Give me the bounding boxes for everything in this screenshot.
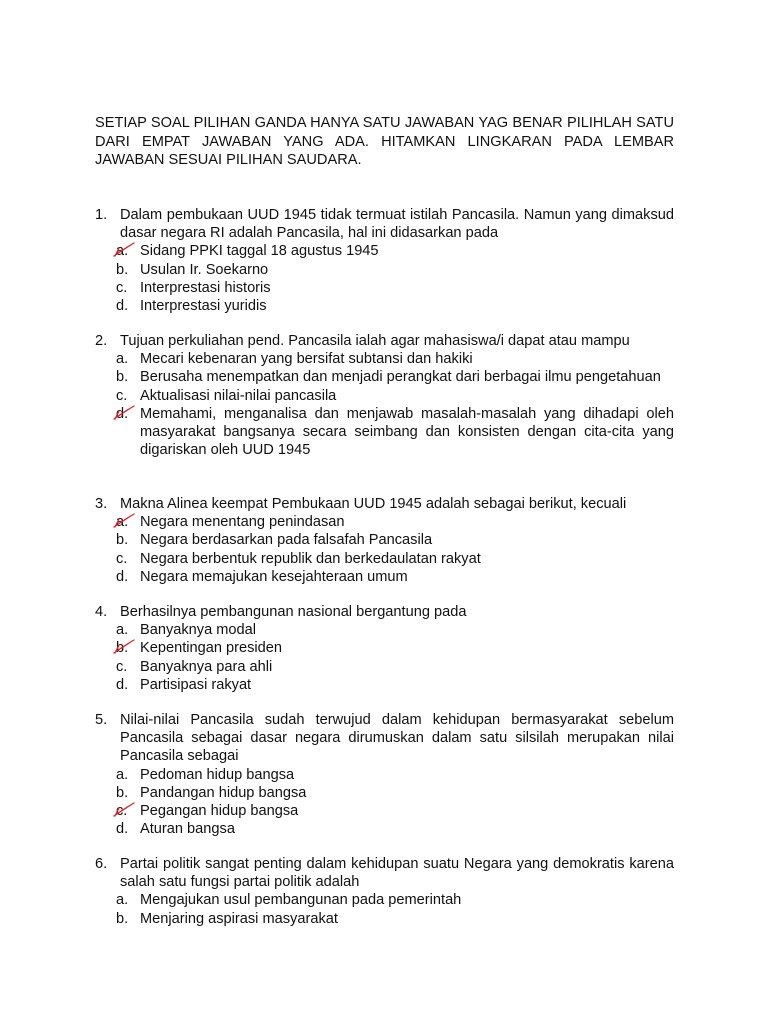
option-d bbox=[95, 405, 674, 460]
option-c bbox=[95, 802, 674, 820]
question-1 bbox=[95, 206, 674, 315]
question-text: Tujuan perkuliahan pend. Pancasila ialah agar mahasiswa/i dapat atau mampu bbox=[120, 333, 630, 349]
option-text: Mengajukan usul pembangunan pada pemerintah bbox=[140, 892, 462, 909]
option-letter: c. bbox=[116, 658, 128, 675]
answer-check-mark-icon bbox=[112, 638, 136, 658]
option-a bbox=[95, 891, 674, 909]
option-text: Negara memajukan kesejahteraan umum bbox=[140, 568, 408, 585]
option-d bbox=[95, 820, 674, 838]
question-number: 3. bbox=[95, 496, 108, 512]
question-number: 5. bbox=[95, 712, 108, 728]
option-letter: b. bbox=[116, 910, 129, 927]
options-list bbox=[95, 350, 674, 459]
question-4 bbox=[95, 603, 674, 694]
option-d bbox=[95, 568, 674, 586]
option-letter: d. bbox=[116, 676, 129, 693]
option-text: Negara berbentuk republik dan berkedaulatan rakyat bbox=[140, 550, 481, 567]
option-letter: a. bbox=[116, 514, 129, 531]
options-list bbox=[95, 891, 674, 927]
option-letter: c. bbox=[116, 803, 128, 820]
option-c bbox=[95, 387, 674, 405]
option-d bbox=[95, 297, 674, 315]
option-a bbox=[95, 766, 674, 784]
option-text: Pandangan hidup bangsa bbox=[140, 784, 307, 801]
option-a bbox=[95, 242, 674, 260]
option-text: Aktualisasi nilai-nilai pancasila bbox=[140, 387, 337, 404]
option-letter: c. bbox=[116, 550, 128, 567]
question-number: 1. bbox=[95, 207, 108, 223]
option-letter: b. bbox=[116, 784, 129, 801]
answer-check-mark-icon bbox=[112, 241, 136, 261]
option-letter: d. bbox=[116, 298, 129, 315]
option-b bbox=[95, 910, 674, 928]
answer-check-mark-icon bbox=[112, 512, 136, 532]
options-list bbox=[95, 766, 674, 839]
options-list bbox=[95, 513, 674, 586]
answer-check-mark-icon bbox=[112, 404, 136, 424]
question-5 bbox=[95, 711, 674, 838]
option-b bbox=[95, 531, 674, 549]
options-list bbox=[95, 242, 674, 315]
option-text: Usulan Ir. Soekarno bbox=[140, 261, 269, 278]
option-text: Mecari kebenaran yang bersifat subtansi dan hakiki bbox=[140, 351, 473, 368]
question-text: Berhasilnya pembangunan nasional bergantung pada bbox=[120, 604, 467, 620]
option-a bbox=[95, 350, 674, 368]
option-b bbox=[95, 784, 674, 802]
options-list bbox=[95, 621, 674, 694]
option-c bbox=[95, 550, 674, 568]
option-text: Pegangan hidup bangsa bbox=[140, 803, 299, 820]
option-text: Interprestasi historis bbox=[140, 279, 271, 296]
option-b bbox=[95, 368, 674, 386]
option-letter: a. bbox=[116, 892, 129, 909]
instructions-heading: SETIAP SOAL PILIHAN GANDA HANYA SATU JAWABAN YAG BENAR PILIHLAH SATU DARI EMPAT JAWABAN YANG ADA. HITAMKAN LINGKARAN PADA LEMBAR JAWABAN SESUAI PILIHAN SAUDARA. bbox=[95, 115, 674, 168]
option-c bbox=[95, 658, 674, 676]
option-a bbox=[95, 513, 674, 531]
option-letter: b. bbox=[116, 532, 129, 549]
option-text: Menjaring aspirasi masyarakat bbox=[140, 910, 338, 927]
option-text: Negara berdasarkan pada falsafah Pancasila bbox=[140, 532, 433, 549]
question-text: Partai politik sangat penting dalam kehidupan suatu Negara yang demokratis karena salah satu fungsi partai politik adalah bbox=[120, 856, 674, 891]
option-text: Kepentingan presiden bbox=[140, 640, 282, 657]
option-letter: a. bbox=[116, 766, 129, 783]
option-b bbox=[95, 639, 674, 657]
question-text: Makna Alinea keempat Pembukaan UUD 1945 adalah sebagai berikut, kecuali bbox=[120, 496, 627, 512]
question-number: 6. bbox=[95, 856, 108, 872]
question-text: Nilai-nilai Pancasila sudah terwujud dalam kehidupan bermasyarakat sebelum Pancasila sebagai dasar negara dirumuskan dalam satu silsilah merupakan nilai Pancasila sebagai bbox=[120, 712, 674, 765]
option-text: Memahami, menganalisa dan menjawab masalah-masalah yang dihadapi oleh masyarakat bangsanya secara seimbang dan konsisten dengan cita-cita yang digariskan oleh UUD 1945 bbox=[140, 405, 674, 459]
option-text: Berusaha menempatkan dan menjadi perangkat dari berbagai ilmu pengetahuan bbox=[140, 369, 661, 386]
option-text: Negara menentang penindasan bbox=[140, 514, 345, 531]
option-letter: b. bbox=[116, 369, 129, 386]
question-6 bbox=[95, 855, 674, 928]
option-text: Pedoman hidup bangsa bbox=[140, 766, 295, 783]
question-number: 2. bbox=[95, 333, 108, 349]
option-letter: a. bbox=[116, 243, 129, 260]
option-text: Banyaknya para ahli bbox=[140, 658, 273, 675]
option-letter: a. bbox=[116, 351, 129, 368]
option-letter: d. bbox=[116, 405, 129, 422]
option-letter: b. bbox=[116, 640, 129, 657]
option-letter: b. bbox=[116, 261, 129, 278]
option-c bbox=[95, 279, 674, 297]
option-letter: a. bbox=[116, 622, 129, 639]
answer-check-mark-icon bbox=[112, 801, 136, 821]
question-number: 4. bbox=[95, 604, 108, 620]
option-letter: d. bbox=[116, 821, 129, 838]
option-text: Sidang PPKI taggal 18 agustus 1945 bbox=[140, 243, 379, 260]
option-letter: c. bbox=[116, 387, 128, 404]
question-2 bbox=[95, 332, 674, 459]
option-text: Banyaknya modal bbox=[140, 622, 257, 639]
option-letter: c. bbox=[116, 279, 128, 296]
option-text: Aturan bangsa bbox=[140, 821, 235, 838]
option-a bbox=[95, 621, 674, 639]
option-b bbox=[95, 261, 674, 279]
option-text: Interprestasi yuridis bbox=[140, 298, 267, 315]
option-d bbox=[95, 676, 674, 694]
option-letter: d. bbox=[116, 568, 129, 585]
option-text: Partisipasi rakyat bbox=[140, 676, 252, 693]
question-text: Dalam pembukaan UUD 1945 tidak termuat istilah Pancasila. Namun yang dimaksud dasar negara RI adalah Pancasila, hal ini didasarkan pada bbox=[120, 207, 674, 242]
question-3 bbox=[95, 495, 674, 586]
